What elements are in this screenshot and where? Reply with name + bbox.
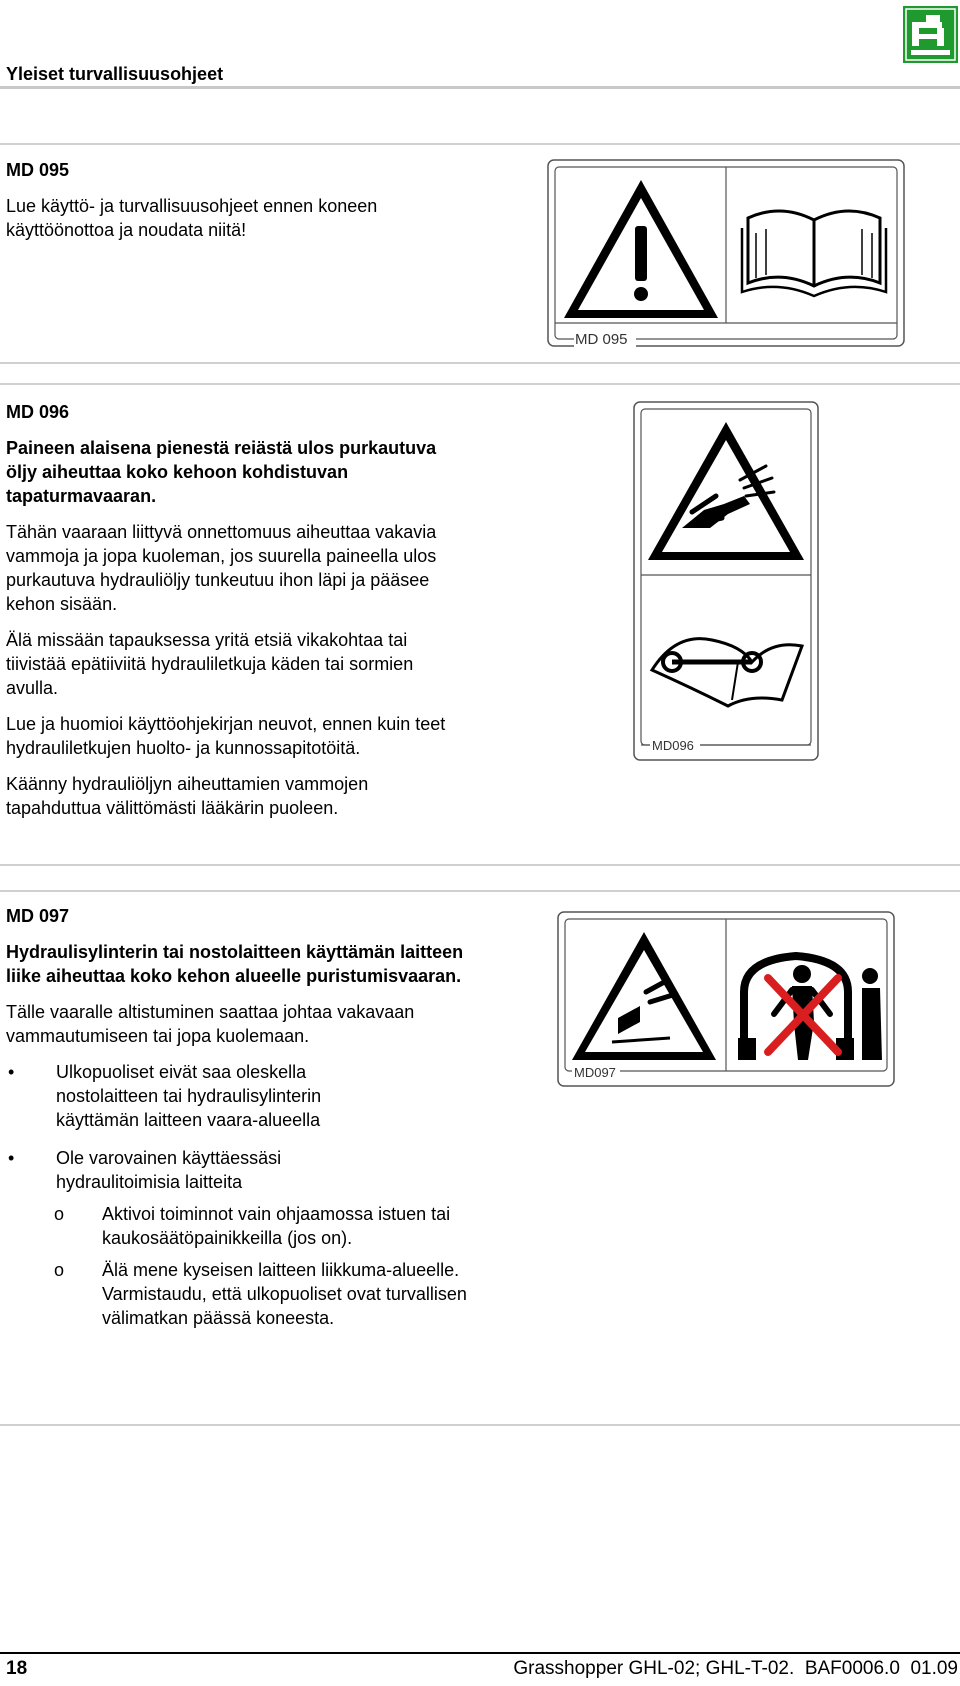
list-item-text: Ole varovainen käyttäessäsi hydraulitoimisia laitteita [56,1148,282,1192]
consequence-text: Tähän vaaraan liittyvä onnettomuus aiheuttaa vakavia vammoja ja jopa kuoleman, jos suurella paineella ulos purkautuva hydrauliöljy tunkeutuu ihon läpi ja pääsee kehon sisään. [6,522,437,614]
sign-md095 [546,158,906,348]
footer-rule [0,1652,960,1654]
sign-md097 [556,910,896,1088]
sub-bullet-mark: o [54,1260,65,1280]
sign-code-label: MD 095 [575,331,628,348]
section-divider [0,362,960,364]
sign-md096 [632,400,820,762]
section-md096 [6,400,466,820]
document-reference: Grasshopper GHL-02; GHL-T-02. BAF0006.0 01.09 [513,1658,958,1679]
section-divider [0,143,960,145]
sub-list-item [54,1202,476,1250]
bullet-mark: • [8,1148,15,1168]
section-divider [0,864,960,866]
list-item-text: Älä mene kyseisen laitteen liikkuma-alueelle. Varmistaudu, että ulkopuoliset ovat turvallisen välimatkan päässä koneesta. [102,1260,467,1328]
bullet-mark: • [8,1062,15,1082]
avoidance-text: Käänny hydrauliöljyn aiheuttamien vammojen tapahduttua välittömästi lääkärin puoleen. [6,774,369,818]
page-number: 18 [6,1658,28,1679]
amazone-logo [903,6,958,63]
section-code: MD 095 [6,160,70,180]
hazard-description: Hydraulisylinterin tai nostolaitteen käyttämän laitteen liike aiheuttaa koko kehon alueelle puristumisvaaran. [6,942,464,986]
list-item [6,1060,476,1132]
list-item-text: Ulkopuoliset eivät saa oleskella nostolaitteen tai hydraulisylinterin käyttämän laitteen vaara-alueella [56,1062,322,1130]
section-text: Lue käyttö- ja turvallisuusohjeet ennen koneen käyttöönottoa ja noudata niitä! [6,196,378,240]
section-code: MD 096 [6,402,70,422]
avoidance-text: Lue ja huomioi käyttöohjekirjan neuvot, ennen kuin teet hydrauliletkujen huolto- ja kunnossapitotöitä. [6,714,446,758]
section-md095 [6,158,456,242]
consequence-text: Tälle vaaralle altistuminen saattaa johtaa vakavaan vammautumiseen tai jopa kuolemaan. [6,1002,415,1046]
section-code: MD 097 [6,906,70,926]
section-divider [0,890,960,892]
avoidance-text: Älä missään tapauksessa yritä etsiä vikakohtaa tai tiivistää epätiiviitä hydrauliletkuja käden tai sormien avulla. [6,630,414,698]
header-rule [0,86,960,89]
section-divider [0,383,960,385]
section-md097 [6,904,476,1338]
sign-code-label: MD096 [652,738,694,753]
sign-code-label: MD097 [574,1065,616,1080]
sub-bullet-mark: o [54,1204,65,1224]
page-header-title: Yleiset turvallisuusohjeet [6,64,224,84]
list-item-text: Aktivoi toiminnot vain ohjaamossa istuen tai kaukosäätöpainikkeilla (jos on). [102,1204,451,1248]
hazard-description: Paineen alaisena pienestä reiästä ulos purkautuva öljy aiheuttaa koko kehoon kohdistuvan tapaturmavaaran. [6,438,437,506]
sub-list-item [54,1258,476,1330]
section-divider [0,1424,960,1426]
list-item [6,1146,476,1194]
